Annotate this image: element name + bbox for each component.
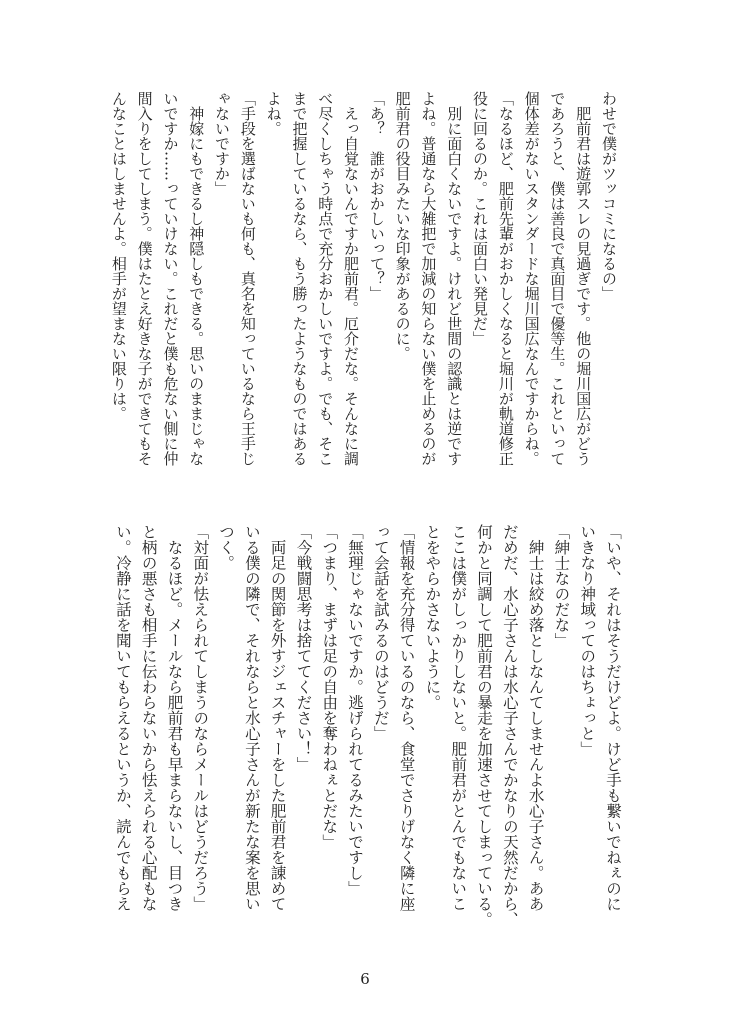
text-line: 役に回るのか。これは面白い発見だ」 [471,91,490,346]
text-line: よね。普通なら大雑把で加減の知らない僕を止めるのが [419,91,438,466]
text-line: ここは僕がしっかりしないと。肥前君がとんでもないこ [449,524,468,912]
text-line: べ尽くしちゃう時点で充分おかしいですよ。でも、そこ [316,91,335,466]
text-line: わせで僕がツッコミになるの」 [600,91,618,301]
text-line: 間入りをしてしまう。僕はたとえ好きな子ができてもそ [135,91,154,466]
text-line: つく。 [217,524,236,571]
text-line: いきなり神域ってのはちょっと」 [578,524,597,757]
text-line: よね。 [264,91,283,136]
text-line: 「つまり、まずは足の自由を奪わねぇとだな」 [320,524,339,850]
text-line: だめだ、水心子さんは水心子さんでかなりの天然だから、 [500,524,519,927]
text-line: 「今戦闘思考は捨ててください！」 [294,524,313,772]
text-line: えっ自覚ないんですか肥前君。厄介だな。そんなに調 [342,91,361,466]
text-line: 「いや、それはそうだけどよ。けど手も繋いでねぇのに [604,524,622,912]
text-line: いる僕の隣で、それならと水心子さんが新たな案を思い [242,524,261,912]
text-line: 「なるほど、肥前先輩がおかしくなると堀川が軌道修正 [496,91,515,466]
text-line: 何かと同調して肥前君の暴走を加速させてしまっている。 [475,524,494,927]
text-line: 「情報を充分得ているのなら、食堂でさりげなく隣に座 [397,524,416,912]
text-line: い。冷静に話を聞いてもらえるというか、読んでもらえ [113,524,132,912]
text-line: いですか……っていけない。これだと僕も危ない側に仲 [161,91,180,466]
text-line: 「紳士なのだな」 [552,524,571,648]
text-line: 個体差がないスタンダードな堀川国広なんですからね。 [522,91,541,466]
text-line: 「手段を選ばないも何も、真名を知っているなら王手じ [238,91,257,466]
page-number: 6 [360,970,370,988]
text-line: とをやらかさないように。 [423,524,442,710]
text-line: 別に面白くないですよ。けれど世間の認識とは逆です [445,91,464,466]
text-block-top [105,91,621,476]
text-line: ゃないですか」 [213,91,232,196]
text-line: であろうと、僕は善良で真面目で優等生。これといって [548,91,567,466]
text-line: なるほど。メールなら肥前君も早まらないし、目つき [165,524,184,912]
text-line: 「対面が怯えられてしまうのならメールはどうだろう」 [191,524,210,912]
text-line: 「無理じゃないですか。逃げられてるみたいですし」 [346,524,365,896]
text-line: 両足の関節を外すジェスチャーをした肥前君を諌めて [268,524,287,912]
text-line: って会話を試みるのはどうだ」 [371,524,390,741]
text-line: まで把握しているなら、もう勝ったようなものではある [290,91,309,466]
text-line: と柄の悪さも相手に伝わらないから怯えられる心配もな [139,524,158,912]
text-block-bottom [109,524,625,939]
text-line: んなことはしませんよ。相手が望まない限りは。 [109,91,128,421]
text-line: 「あ？ 誰がおかしいって？」 [367,91,386,301]
text-line: 紳士は絞め落としなんてしませんよ水心子さん。ああ [526,524,545,912]
text-line: 神嫁にもできるし神隠しもできる。思いのままじゃな [187,91,206,466]
text-line: 肥前君は遊郭スレの見過ぎです。他の堀川国広がどう [574,91,593,466]
text-line: 肥前君の役目みたいな印象があるのに。 [393,91,412,361]
